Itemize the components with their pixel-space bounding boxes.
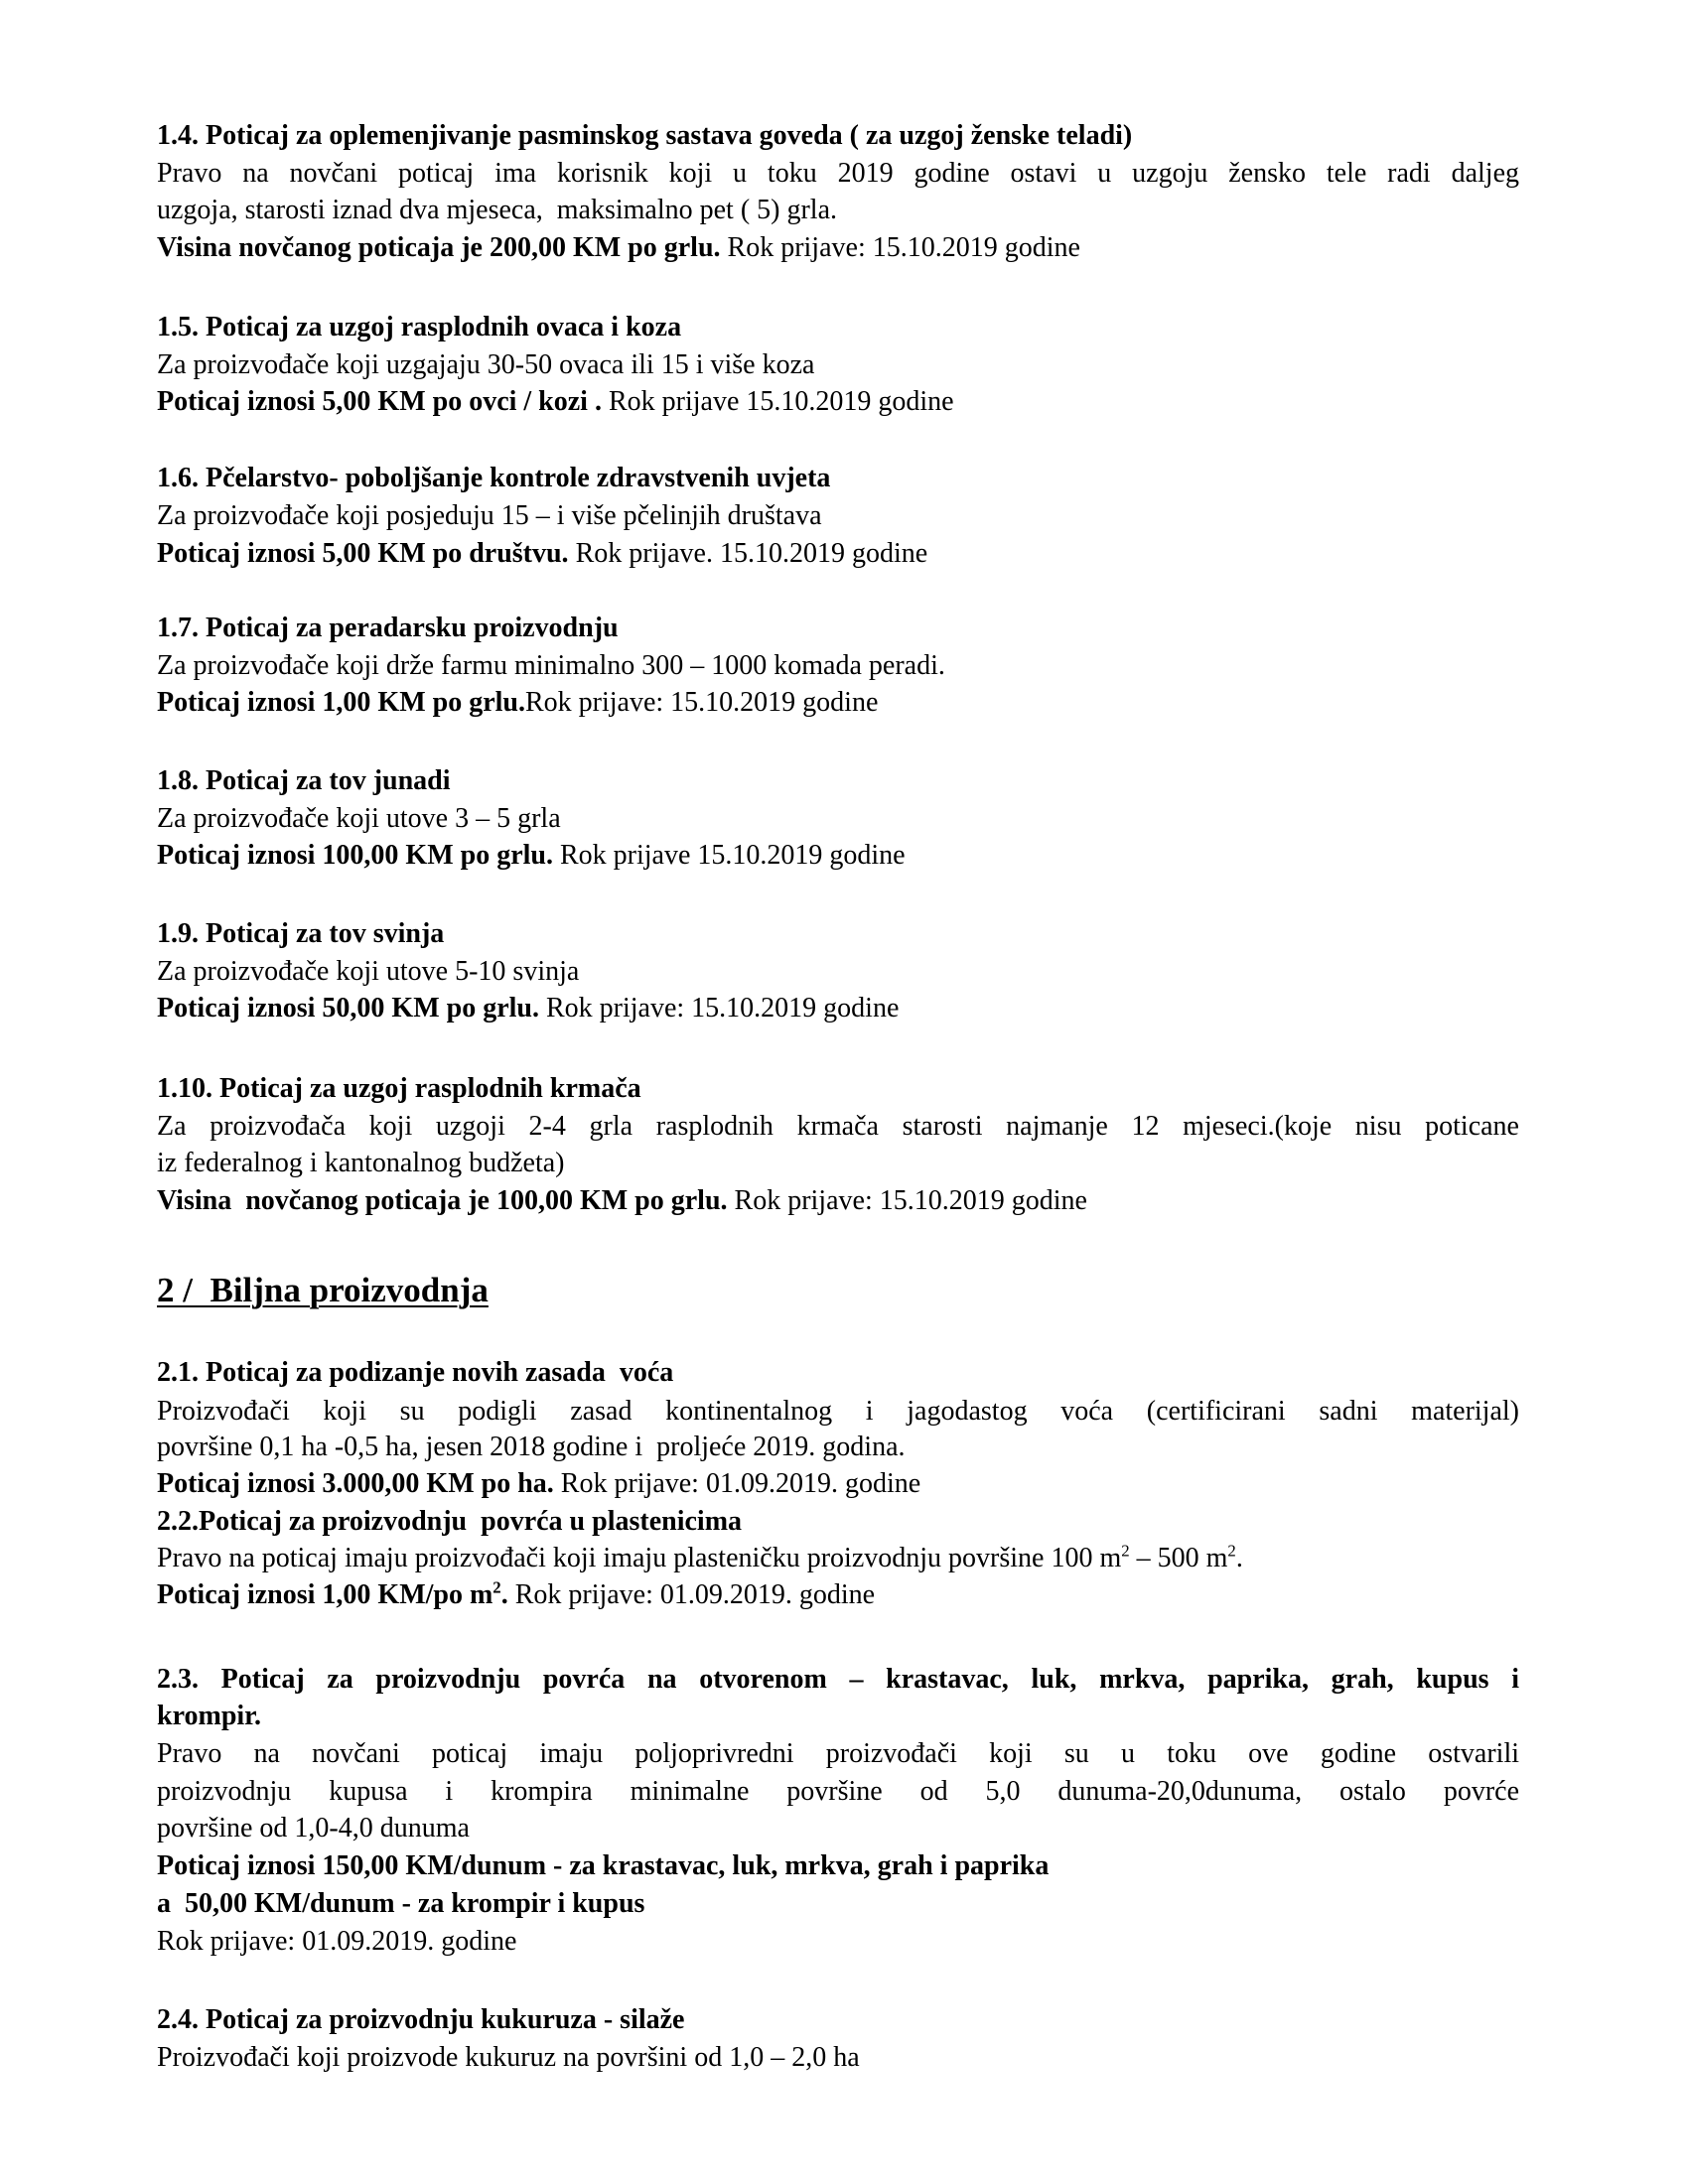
section-amount-line (157, 232, 1519, 264)
section-amount-line (157, 840, 1519, 872)
section-title: 1.5. Poticaj za uzgoj rasplodnih ovaca i koza (157, 312, 682, 342)
body-text: Pravo na poticaj imaju proizvođači koji imaju plasteničku proizvodnju površine 100 m (157, 1543, 1122, 1573)
section-body-line: Za proizvođače koji drže farmu minimalno 300 – 1000 komada peradi. (157, 650, 945, 681)
deadline-text: Rok prijave 15.10.2019 godine (601, 386, 954, 417)
deadline-text: Rok prijave: 15.10.2019 godine (727, 1185, 1087, 1216)
section-amount-line (157, 993, 1519, 1024)
amount-text: Poticaj iznosi 50,00 KM po grlu. (157, 993, 539, 1024)
superscript: 2 (1227, 1541, 1236, 1561)
section-amount-line (157, 687, 1519, 719)
section-title: 1.9. Poticaj za tov svinja (157, 918, 445, 949)
section-title: 2.3. Poticaj za proizvodnju povrća na otvorenom – krastavac, luk, mrkva, paprika, grah, kupus i (157, 1664, 1519, 1695)
deadline-text: Rok prijave: 01.09.2019. godine (157, 1926, 517, 1957)
section-body-line: Za proizvođača koji uzgoji 2-4 grla rasplodnih krmača starosti najmanje 12 mjeseci.(koje nisu poticane (157, 1111, 1519, 1142)
section-body-line: Za proizvođače koji posjeduju 15 – i više pčelinjih društava (157, 500, 822, 531)
section-body-line: Za proizvođače koji uzgajaju 30-50 ovaca ili 15 i više koza (157, 349, 815, 380)
amount-text: Poticaj iznosi 100,00 KM po grlu. (157, 840, 553, 871)
deadline-text: Rok prijave: 01.09.2019. godine (553, 1468, 921, 1499)
section-title: 2.2.Poticaj za proizvodnju povrća u plastenicima (157, 1506, 743, 1537)
section-title: 1.6. Pčelarstvo- poboljšanje kontrole zdravstvenih uvjeta (157, 463, 831, 493)
section-amount-line: a 50,00 KM/dunum - za krompir i kupus (157, 1888, 645, 1919)
amount-text: Poticaj iznosi 1,00 KM po grlu. (157, 687, 525, 718)
deadline-text: Rok prijave: 15.10.2019 godine (524, 687, 879, 718)
section-title-continued: krompir. (157, 1701, 262, 1731)
amount-text: Poticaj iznosi 3.000,00 KM po ha. (157, 1468, 554, 1499)
chapter-heading: 2 / Biljna proizvodnja (157, 1271, 489, 1309)
section-title: 1.8. Poticaj za tov junadi (157, 765, 451, 796)
section-body-line: površine od 1,0-4,0 dunuma (157, 1813, 470, 1843)
body-text: – 500 m (1129, 1543, 1228, 1573)
section-body-line: Pravo na novčani poticaj ima korisnik koji u toku 2019 godine ostavi u uzgoju žensko tele radi daljeg (157, 158, 1519, 189)
deadline-text: Rok prijave 15.10.2019 godine (552, 840, 906, 871)
section-title: 1.4. Poticaj za oplemenjivanje pasminskog sastava goveda ( za uzgoj ženske teladi) (157, 120, 1133, 151)
deadline-text: Rok prijave: 15.10.2019 godine (720, 232, 1080, 263)
amount-text: Poticaj iznosi 5,00 KM po ovci / kozi . (157, 386, 602, 417)
section-body-line: Za proizvođače koji utove 5-10 svinja (157, 956, 580, 987)
section-amount-line (157, 1579, 1519, 1611)
section-title: 2.1. Poticaj za podizanje novih zasada voća (157, 1357, 674, 1388)
amount-text: . (500, 1579, 508, 1610)
section-body-line: proizvodnju kupusa i krompira minimalne površine od 5,0 dunuma-20,0dunuma, ostalo povrće (157, 1776, 1519, 1807)
section-body-line: površine 0,1 ha -0,5 ha, jesen 2018 godine i proljeće 2019. godina. (157, 1432, 906, 1462)
deadline-text: Rok prijave: 01.09.2019. godine (507, 1579, 876, 1610)
section-amount-line (157, 386, 1519, 418)
section-body-line: Proizvođači koji proizvode kukuruz na površini od 1,0 – 2,0 ha (157, 2042, 860, 2073)
section-body-line: Pravo na novčani poticaj imaju poljoprivredni proizvođači koji su u toku ove godine ostvarili (157, 1738, 1519, 1769)
section-title: 1.7. Poticaj za peradarsku proizvodnju (157, 613, 619, 643)
amount-text: Visina novčanog poticaja je 100,00 KM po grlu. (157, 1185, 728, 1216)
section-body-line: Proizvođači koji su podigli zasad kontinentalnog i jagodastog voća (certificirani sadni materijal) (157, 1396, 1519, 1427)
section-title: 2.4. Poticaj za proizvodnju kukuruza - silaže (157, 2004, 685, 2035)
section-body-line: Za proizvođače koji utove 3 – 5 grla (157, 803, 561, 834)
section-amount-line (157, 1185, 1519, 1217)
amount-text: Poticaj iznosi 1,00 KM/po m (157, 1579, 493, 1610)
section-body-line: iz federalnog i kantonalnog budžeta) (157, 1148, 565, 1178)
deadline-text: Rok prijave: 15.10.2019 godine (538, 993, 900, 1024)
superscript: 2 (1121, 1541, 1130, 1561)
amount-text: Visina novčanog poticaja je 200,00 KM po grlu. (157, 232, 721, 263)
deadline-text: Rok prijave. 15.10.2019 godine (568, 538, 928, 569)
section-body-line: uzgoja, starosti iznad dva mjeseca, maksimalno pet ( 5) grla. (157, 195, 838, 225)
body-text: . (1235, 1543, 1243, 1573)
section-body-line (157, 1543, 1519, 1574)
section-amount-line: Poticaj iznosi 150,00 KM/dunum - za krastavac, luk, mrkva, grah i paprika (157, 1850, 1050, 1881)
section-amount-line (157, 538, 1519, 570)
section-title: 1.10. Poticaj za uzgoj rasplodnih krmača (157, 1073, 641, 1104)
section-amount-line (157, 1468, 1519, 1500)
amount-text: Poticaj iznosi 5,00 KM po društvu. (157, 538, 569, 569)
superscript: 2 (492, 1577, 501, 1597)
